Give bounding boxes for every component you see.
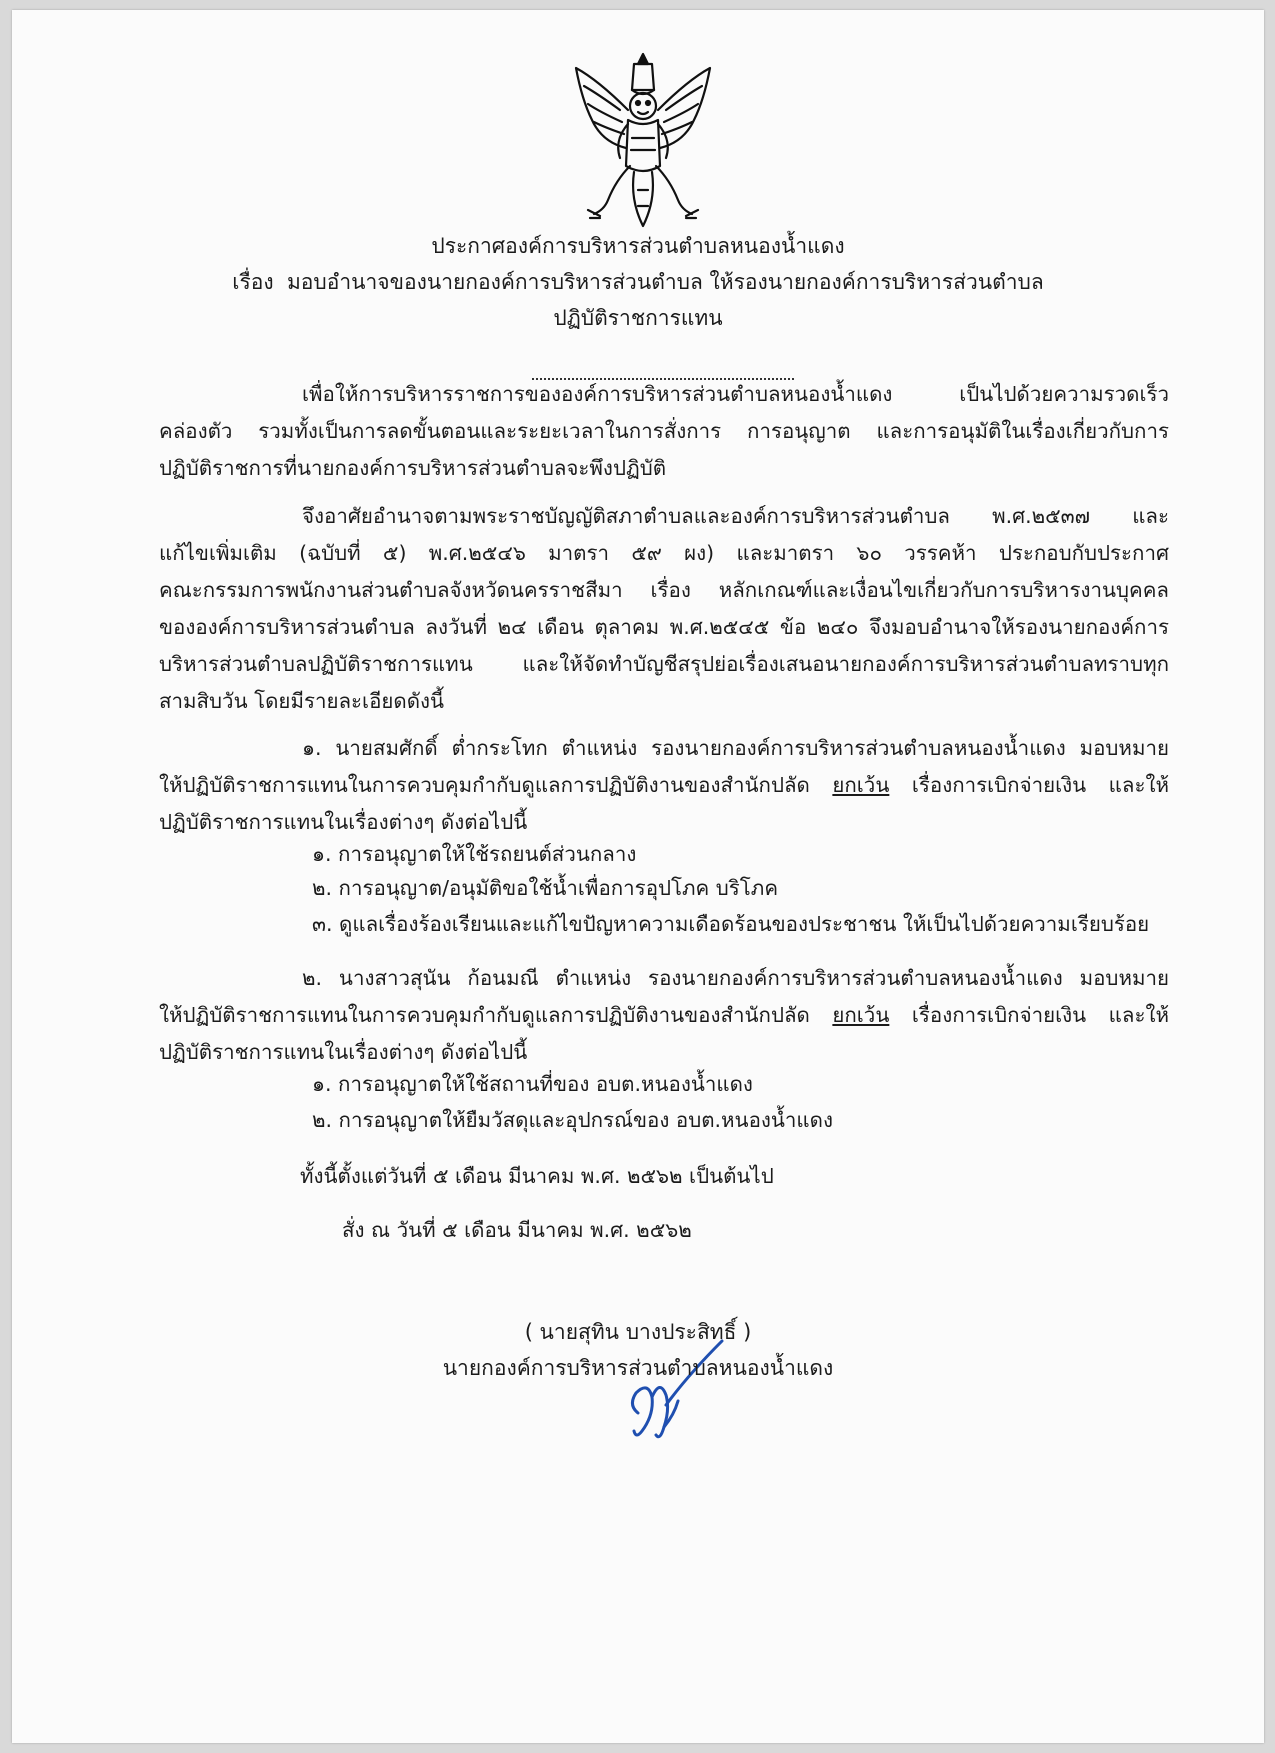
paragraph-line: เพื่อให้การบริหารราชการขององค์การบริหารส่วนตำบลหนองน้ำแดง เป็นไปด้วยความรวดเร็ว	[302, 382, 1169, 406]
delegation-item-2	[159, 960, 1169, 1071]
signatory-position: นายกองค์การบริหารส่วนตำบลหนองน้ำแดง	[442, 1356, 834, 1380]
exception-underlined: ยกเว้น	[832, 1003, 890, 1027]
item-line	[159, 997, 1169, 1034]
item-text: เรื่องการเบิกจ่ายเงิน และให้	[911, 773, 1169, 797]
item-text: ให้ปฏิบัติราชการแทนในการควบคุมกำกับดูแลการปฏิบัติงานของสำนักปลัด	[159, 1003, 810, 1027]
paragraph-1	[159, 376, 1169, 487]
announcement-title: ประกาศองค์การบริหารส่วนตำบลหนองน้ำแดง	[431, 234, 845, 258]
announcement-subject	[12, 266, 1264, 299]
subject-text: มอบอำนาจของนายกองค์การบริหารส่วนตำบล ให้รองนายกองค์การบริหารส่วนตำบล	[286, 270, 1044, 294]
paragraph-2	[159, 498, 1169, 720]
garuda-emblem-icon	[568, 50, 718, 240]
paragraph-line: ปฏิบัติราชการที่นายกองค์การบริหารส่วนตำบลจะพึงปฏิบัติ	[159, 456, 667, 480]
item-line	[159, 767, 1169, 804]
item-line: ปฏิบัติราชการแทนในเรื่องต่างๆ ดังต่อไปนี้	[159, 1040, 528, 1064]
effective-date: ทั้งนี้ตั้งแต่วันที่ ๕ เดือน มีนาคม พ.ศ. ๒๕๖๒ เป็นต้นไป	[300, 1164, 774, 1188]
sub-item: ๒. การอนุญาต/อนุมัติขอใช้น้ำเพื่อการอุปโภค บริโภค	[312, 876, 779, 900]
paragraph-line: แก้ไขเพิ่มเติม (ฉบับที่ ๕) พ.ศ.๒๕๔๖ มาตรา ๕๙ ผง) และมาตรา ๖๐ วรรคห้า ประกอบกับประกาศ	[159, 541, 1169, 565]
item-text: เรื่องการเบิกจ่ายเงิน และให้	[911, 1003, 1169, 1027]
item-line: ๑. นายสมศักดิ์ ต่ำกระโทก ตำแหน่ง รองนายกองค์การบริหารส่วนตำบลหนองน้ำแดง มอบหมาย	[302, 736, 1169, 760]
paragraph-line: จึงอาศัยอำนาจตามพระราชบัญญัติสภาตำบลและองค์การบริหารส่วนตำบล พ.ศ.๒๕๓๗ และ	[302, 504, 1169, 528]
order-date: สั่ง ณ วันที่ ๕ เดือน มีนาคม พ.ศ. ๒๕๖๒	[342, 1218, 692, 1242]
item-text: ให้ปฏิบัติราชการแทนในการควบคุมกำกับดูแลการปฏิบัติงานของสำนักปลัด	[159, 773, 810, 797]
paragraph-line: ขององค์การบริหารส่วนตำบล ลงวันที่ ๒๔ เดือน ตุลาคม พ.ศ.๒๕๔๕ ข้อ ๒๔๐ จึงมอบอำนาจให้รองนายกองค์การ	[159, 615, 1169, 639]
paragraph-line: คล่องตัว รวมทั้งเป็นการลดขั้นตอนและระยะเวลาในการสั่งการ การอนุญาต และการอนุมัติในเรื่องเกี่ยวกับการ	[159, 419, 1169, 443]
sub-item: ๑. การอนุญาตให้ใช้สถานที่ของ อบต.หนองน้ำแดง	[312, 1072, 753, 1096]
announcement-subject-line2: ปฏิบัติราชการแทน	[553, 306, 723, 330]
exception-underlined: ยกเว้น	[832, 773, 890, 797]
item-line: ๒. นางสาวสุนัน ก้อนมณี ตำแหน่ง รองนายกองค์การบริหารส่วนตำบลหนองน้ำแดง มอบหมาย	[302, 966, 1169, 990]
signatory-name: ( นายสุทิน บางประสิทธิ์ )	[524, 1320, 752, 1344]
paragraph-line: สามสิบวัน โดยมีรายละเอียดดังนี้	[159, 689, 445, 713]
sub-item: ๑. การอนุญาตให้ใช้รถยนต์ส่วนกลาง	[312, 842, 637, 866]
document-page	[12, 10, 1264, 1743]
delegation-item-1	[159, 730, 1169, 841]
item-line: ปฏิบัติราชการแทนในเรื่องต่างๆ ดังต่อไปนี้	[159, 810, 528, 834]
paragraph-line: บริหารส่วนตำบลปฏิบัติราชการแทน และให้จัดทำบัญชีสรุปย่อเรื่องเสนอนายกองค์การบริหารส่วนตำบลทราบทุก	[159, 652, 1169, 676]
sub-item: ๓. ดูแลเรื่องร้องเรียนและแก้ไขปัญหาความเดือดร้อนของประชาชน ให้เป็นไปด้วยความเรียบร้อย	[312, 912, 1150, 936]
paragraph-line: คณะกรรมการพนักงานส่วนตำบลจังหวัดนครราชสีมา เรื่อง หลักเกณฑ์และเงื่อนไขเกี่ยวกับการบริหารงานบุคคล	[159, 578, 1169, 602]
subject-label: เรื่อง	[232, 270, 274, 294]
sub-item: ๒. การอนุญาตให้ยืมวัสดุและอุปกรณ์ของ อบต.หนองน้ำแดง	[312, 1108, 833, 1132]
